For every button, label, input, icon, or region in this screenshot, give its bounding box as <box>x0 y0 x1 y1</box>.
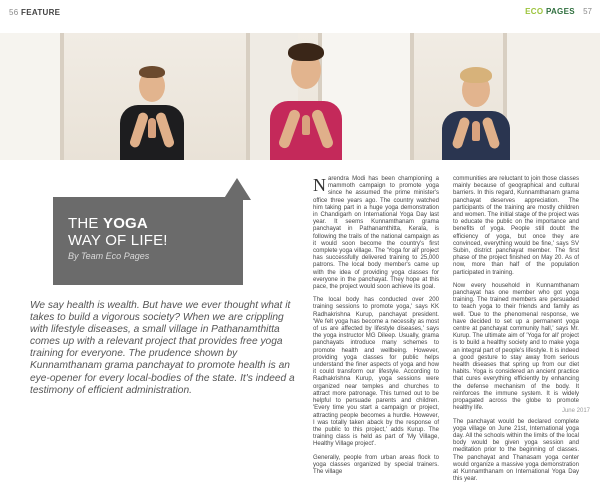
page-number-left: 56 <box>9 8 19 17</box>
section-label: FEATURE <box>21 8 61 17</box>
paragraph: communities are reluctant to join those classes mainly because of geographical and cultural barriers. In this regard, Kunnamthanam grama panchayat deserves appreciation. The participants of the training are mostly children and women. The initial stage of the project was to educate the public on the importance and benefits of yoga. People still doubt the efficiency of yoga, but once they are convinced, everything would be fine,' says SV Subin, district panchayat member. The first phase of the project finished on May 20. As of now, more than half of the population participated in training. <box>453 176 579 276</box>
brand-logo: ECO PAGES <box>525 7 575 16</box>
page-header <box>0 0 600 30</box>
page-number-right: 57 <box>583 7 592 16</box>
intro-paragraph: We say health is wealth. But have we ever thought what it takes to build a vigorous society? When we are crippling with lifestyle diseases, a small village in Pathanamthitta comes up with a relevant project that provides free yoga training for everyone. The prudence shown by Kunnamthanam grama panchayat to promote health is an eye-opener for every local-bodies of the state. It's indeed a testimony of efficient administration. <box>30 300 295 396</box>
drop-cap: N <box>313 175 326 195</box>
page-label-left <box>9 8 60 17</box>
window <box>505 33 600 160</box>
paragraph: Generally, people from urban areas flock to yoga classes organized by special trainers. The village <box>313 454 439 475</box>
page-label-right <box>525 7 592 16</box>
paragraph: Narendra Modi has been championing a mammoth campaign to promote yoga since he assumed the prime minister's office three years ago. The country watched him taking part in a huge yoga demonstration in Chandigarh on International Yoga Day last year. It seems Kunnamthanam grama panchayat in Pathanamthitta, Kerala, is following the trails of the national campaign as it would soon become the country's first complete yoga village. The 'Yoga for all' project has successfully delivered training to 25,000 patrons. The local body member's came up with the idea of providing yoga classes for everyone in the panchayat. They hope at this pace, the project would soon achieve its goal. <box>313 175 439 291</box>
title-box <box>53 197 243 285</box>
article-column-2 <box>453 176 579 489</box>
issue-date: June 2017 <box>561 408 590 414</box>
yoga-group-photo <box>0 33 600 160</box>
woman-figure-right <box>436 65 516 160</box>
woman-figure-center <box>260 33 352 160</box>
window <box>0 33 60 160</box>
article-column-1 <box>313 176 439 482</box>
man-figure <box>112 60 192 160</box>
paragraph: The panchayat would be declared complete yoga village on June 21st, International yoga day. All the schools within the limits of the local body would be given yoga session and meditation prior to the beginning of classes. The panchayat and Thanasam yoga center would organize a massive yoga demonstration at Kunnamthanam on International Yoga Day this year. <box>453 418 579 483</box>
byline: By Team Eco Pages <box>68 251 150 261</box>
paragraph: The local body has conducted over 200 training sessions to promote yoga,' says KK Radhakrishna Kurup, panchayat president. 'We felt yoga has become a necessity as most of us are affected by lifestyle diseases,' says the yoga instructor MG Dileep. Usually, grama panchayats introduce many schemes to promote health and wellbeing. However, providing yoga classes for public helps understand the finer aspects of yoga and how it could transform our lifestyle. According to Radhakrishna Kurup, yoga sessions were organized near temples and churches to attract more patronage. This turned out to be helpful to persuade parents and children. 'Every time you start a campaign or project, attracting people becomes a hurdle. However, I was totally taken aback by the response of the public to this project,' adds Kurup. The training class is held as part of 'My Village, Healthy Village project'. <box>313 297 439 448</box>
paragraph: Now every household in Kunnamthanam panchayat has one member who got yoga training. The trained members are persuaded to teach yoga to their friends and family as well. 'Due to the phenomenal response, we have decided to set up a permanent yoga centre at panchayat community hall,' says Mr. Kurup. The ultimate aim of 'Yoga for all' project is to build a healthy society and to make yoga an integral part of people's lifestyle. It is indeed a good gesture to stay away from serious health diseases that spring up from our diet habits. Yoga is considered an ancient practice that cures everything efficiently by enhancing the defense mechanism of the body. It reinforces the immune system. It is widely propagated across the globe to promote healthy life. <box>453 282 579 412</box>
article-title: THE YOGA WAY OF LIFE! <box>68 215 168 249</box>
